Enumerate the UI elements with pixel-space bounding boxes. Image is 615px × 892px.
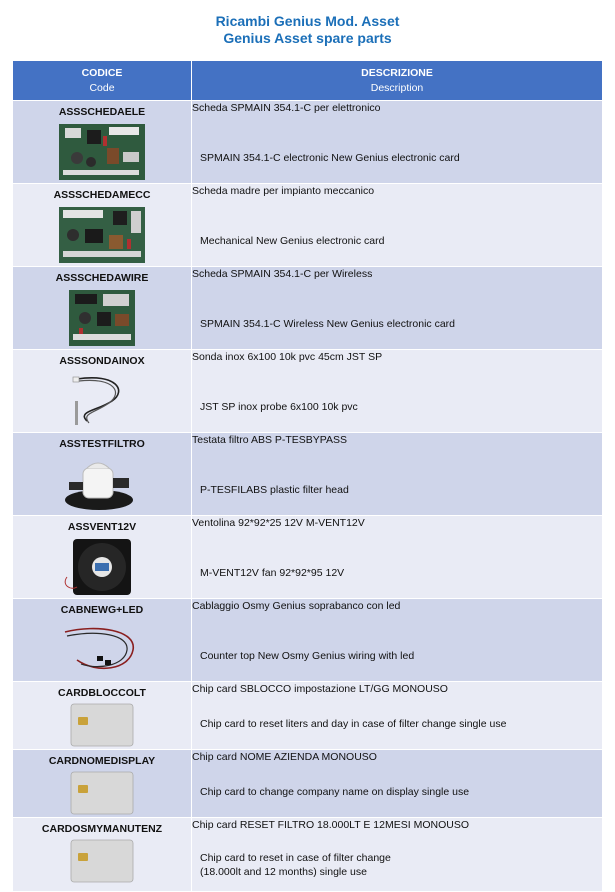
- code-cell: [13, 516, 192, 599]
- english-description: SPMAIN 354.1-C Wireless New Genius electronic card: [200, 318, 456, 330]
- italian-description: Chip card NOME AZIENDA MONOUSO: [192, 751, 377, 763]
- table-row: [13, 350, 603, 433]
- english-description-line-1: Chip card to reset in case of filter change: [200, 852, 391, 864]
- english-description-line-2: (18.000lt and 12 months) single use: [200, 866, 367, 878]
- english-description: SPMAIN 354.1-C electronic New Genius electronic card: [200, 152, 460, 164]
- description-header-sublabel: Description: [370, 81, 424, 94]
- table-row: [13, 599, 603, 682]
- english-description: Counter top New Osmy Genius wiring with led: [200, 650, 415, 662]
- italian-description: Ventolina 92*92*25 12V M-VENT12V: [192, 517, 365, 529]
- circuit-board-image: [57, 288, 147, 348]
- table-row: [13, 101, 603, 184]
- table-row: [13, 184, 603, 267]
- description-cell: [192, 599, 603, 682]
- description-cell: [192, 682, 603, 750]
- code-cell: [13, 750, 192, 818]
- description-cell: [192, 184, 603, 267]
- title-english: Genius Asset spare parts: [223, 30, 392, 46]
- code-header-label: CODICE: [81, 66, 123, 79]
- part-code: ASSSCHEDAELE: [58, 106, 146, 118]
- code-cell: [13, 350, 192, 433]
- title-italian: Ricambi Genius Mod. Asset: [215, 13, 400, 29]
- english-description: Mechanical New Genius electronic card: [200, 235, 385, 247]
- table-row: [13, 750, 603, 818]
- description-cell: [192, 350, 603, 433]
- spare-parts-table: [12, 60, 603, 892]
- table-row: [13, 682, 603, 750]
- italian-description: Chip card RESET FILTRO 18.000LT E 12MESI MONOUSO: [192, 819, 469, 831]
- part-code: ASSSCHEDAWIRE: [55, 272, 149, 284]
- part-code: CARDBLOCCOLT: [58, 687, 146, 699]
- description-header-label: DESCRIZIONE: [361, 66, 433, 79]
- italian-description: Scheda madre per impianto meccanico: [192, 185, 375, 197]
- part-code: ASSTESTFILTRO: [59, 438, 145, 450]
- filter-head-image: [57, 454, 147, 514]
- wiring-image: [57, 620, 147, 680]
- english-description: M-VENT12V fan 92*92*95 12V: [200, 567, 345, 579]
- description-column-header: [192, 61, 603, 101]
- code-cell: [13, 818, 192, 892]
- code-cell: [13, 267, 192, 350]
- part-code: ASSSONDAINOX: [59, 355, 145, 367]
- english-description: Chip card to reset liters and day in case of filter change single use: [200, 718, 507, 730]
- table-header-row: [13, 61, 603, 101]
- code-column-header: [13, 61, 192, 101]
- description-cell: [192, 101, 603, 184]
- description-cell: [192, 267, 603, 350]
- description-cell: [192, 750, 603, 818]
- circuit-board-image: [57, 122, 147, 182]
- description-cell: [192, 433, 603, 516]
- table-row: [13, 818, 603, 892]
- italian-description: Chip card SBLOCCO impostazione LT/GG MONOUSO: [192, 683, 448, 695]
- italian-description: Scheda SPMAIN 354.1-C per elettronico: [192, 102, 381, 114]
- description-cell: [192, 818, 603, 892]
- circuit-board-image: [57, 205, 147, 265]
- english-description: P-TESFILABS plastic filter head: [200, 484, 349, 496]
- fan-image: [57, 537, 147, 597]
- italian-description: Testata filtro ABS P-TESBYPASS: [192, 434, 348, 446]
- english-description: JST SP inox probe 6x100 10k pvc: [200, 401, 358, 413]
- code-cell: [13, 599, 192, 682]
- italian-description: Scheda SPMAIN 354.1-C per Wireless: [192, 268, 373, 280]
- part-code: CARDNOMEDISPLAY: [48, 755, 156, 767]
- table-row: [13, 267, 603, 350]
- chip-card-image: [70, 839, 134, 883]
- english-description: Chip card to change company name on display single use: [200, 786, 470, 798]
- page-title: [0, 13, 615, 47]
- table-row: [13, 433, 603, 516]
- part-code: ASSVENT12V: [67, 521, 137, 533]
- code-cell: [13, 101, 192, 184]
- part-code: ASSSCHEDAMECC: [53, 189, 151, 201]
- italian-description: Sonda inox 6x100 10k pvc 45cm JST SP: [192, 351, 383, 363]
- description-cell: [192, 516, 603, 599]
- chip-card-image: [70, 771, 134, 815]
- italian-description: Cablaggio Osmy Genius soprabanco con led: [192, 600, 401, 612]
- code-cell: [13, 433, 192, 516]
- code-cell: [13, 184, 192, 267]
- code-header-sublabel: Code: [89, 81, 115, 94]
- part-code: CARDOSMYMANUTENZ: [41, 823, 163, 835]
- code-cell: [13, 682, 192, 750]
- probe-cable-image: [57, 371, 147, 431]
- table-row: [13, 516, 603, 599]
- chip-card-image: [70, 703, 134, 747]
- part-code: CABNEWG+LED: [60, 604, 144, 616]
